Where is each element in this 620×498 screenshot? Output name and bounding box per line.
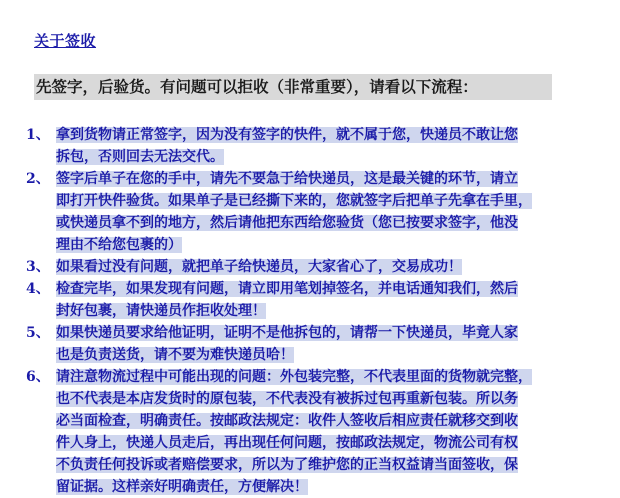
step-text: 如果快递员要求给他证明，证明不是他拆包的，请帮一下快递员，毕竟人家 [56, 325, 518, 341]
step-text-line [56, 124, 586, 146]
steps-list [26, 124, 586, 498]
step-number: 5、 [26, 325, 50, 341]
step-text: 签字后单子在您的手中，请先不要急于给快递员，这是最关键的环节，请立 [56, 171, 518, 187]
step-text-line [56, 234, 586, 256]
step-text: 也是负责送货，请不要为难快递员哈！ [56, 347, 294, 363]
section-title: 关于签收 [34, 32, 97, 50]
step-number: 6、 [26, 369, 50, 385]
step-text: 检查完毕，如果发现有问题，请立即用笔划掉签名，并电话通知我们，然后 [56, 281, 518, 297]
step-text-line [56, 366, 586, 388]
step-text: 件人身上，快递人员走后，再出现任何问题，按邮政法规定，物流公司有权 [56, 435, 518, 451]
step-text-line [56, 168, 586, 190]
step-text-line [56, 212, 586, 234]
step-text-line [56, 410, 586, 432]
step-item [26, 124, 586, 168]
step-text-line [56, 476, 586, 498]
step-text-line [56, 256, 586, 278]
step-text: 留证据。这样亲好明确责任，方便解决！ [56, 479, 308, 495]
step-number: 3、 [26, 259, 50, 275]
step-text-line [56, 322, 586, 344]
step-item [26, 278, 586, 322]
step-item [26, 256, 586, 278]
step-text: 必当面检查，明确责任。按邮政法规定：收件人签收后相应责任就移交到收 [56, 413, 518, 429]
step-text: 即打开快件验货。如果单子是已经撕下来的，您就签字后把单子先拿在手里， [56, 193, 532, 209]
step-text: 或快递员拿不到的地方，然后请他把东西给您验货（您已按要求签字，他没 [56, 215, 518, 231]
step-number: 2、 [26, 171, 50, 187]
step-text-line [56, 344, 586, 366]
intro-heading: 先签字，后验货。有问题可以拒收（非常重要），请看以下流程： [34, 74, 552, 100]
step-text: 拆包，否则回去无法交代。 [56, 149, 224, 165]
step-number: 1、 [26, 127, 50, 143]
step-item [26, 168, 586, 256]
step-text-line [56, 146, 586, 168]
step-number: 4、 [26, 281, 50, 297]
step-text-line [56, 454, 586, 476]
step-item [26, 366, 586, 498]
step-text-line [56, 388, 586, 410]
step-text: 不负责任何投诉或者赔偿要求，所以为了维护您的正当权益请当面签收，保 [56, 457, 518, 473]
step-text-line [56, 278, 586, 300]
step-text: 也不代表是本店发货时的原包装，不代表没有被拆过包再重新包装。所以务 [56, 391, 518, 407]
step-text: 如果看过没有问题，就把单子给快递员，大家省心了，交易成功！ [56, 259, 462, 275]
step-text: 拿到货物请正常签字，因为没有签字的快件，就不属于您，快递员不敢让您 [56, 127, 518, 143]
step-item [26, 322, 586, 366]
step-text: 请注意物流过程中可能出现的问题：外包装完整，不代表里面的货物就完整， [56, 369, 532, 385]
step-text: 封好包裹，请快递员作拒收处理！ [56, 303, 266, 319]
step-text-line [56, 432, 586, 454]
step-text-line [56, 190, 586, 212]
step-text-line [56, 300, 586, 322]
step-text: 理由不给您包裹的） [56, 237, 182, 253]
